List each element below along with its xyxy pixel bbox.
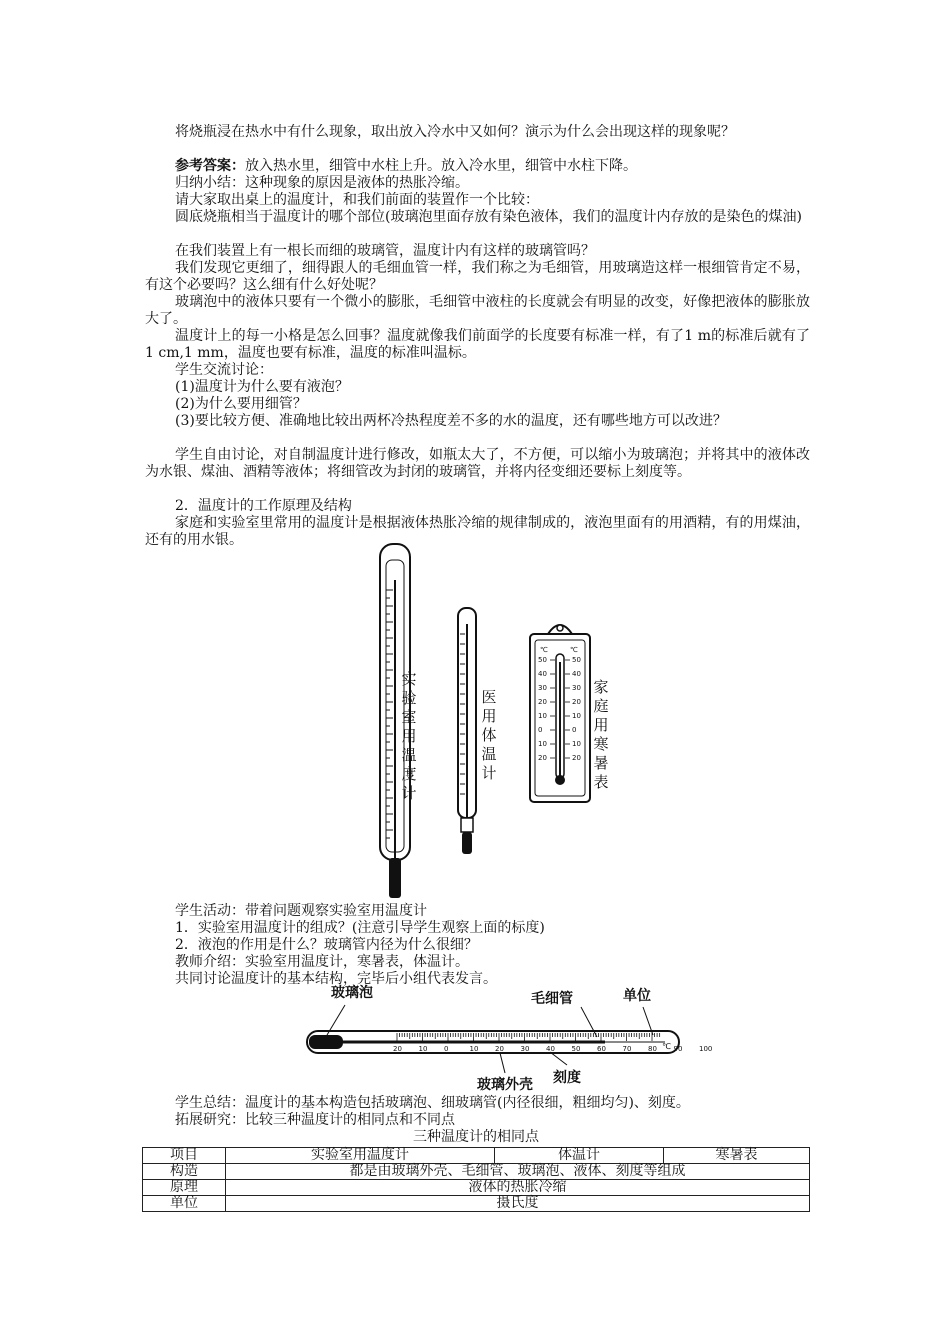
- table-header-row: [143, 1148, 810, 1164]
- lab-thermometer-label: 实验室用温度计: [401, 670, 417, 802]
- household-scale-left-number: 40: [538, 670, 547, 678]
- structure-scale-number: 30: [520, 1045, 530, 1053]
- household-scale-left-number: 50: [538, 656, 547, 664]
- structure-scale-number: 10: [418, 1045, 428, 1053]
- structure-scale-number: 90: [673, 1045, 683, 1053]
- household-scale-left-number: 0: [538, 726, 543, 734]
- row-label: 原理: [143, 1180, 226, 1196]
- thermometers-figure: [360, 540, 620, 905]
- paragraph-free-discussion: 学生自由讨论，对自制温度计进行修改，如瓶太大了，不方便，可以缩小为玻璃泡；并将其中的液体改为水银、煤油、酒精等液体；将细管改为封闭的玻璃管，并将内径变细还要标上刻度等。: [145, 447, 810, 480]
- thermometer-structure-figure: [305, 985, 713, 1093]
- paragraph-capillary: 我们发现它更细了，细得跟人的毛细血管一样，我们称之为毛细管，用玻璃造这样一根细管肯定不易，有这个必要吗？这么细有什么好处呢？: [145, 260, 810, 293]
- household-scale-right-number: 10: [572, 712, 581, 720]
- activity-question-2: 2．液泡的作用是什么？玻璃管内径为什么很细？: [175, 937, 478, 953]
- row-label: 构造: [143, 1164, 226, 1180]
- household-celsius-right: ℃: [570, 646, 578, 654]
- household-thermometer-label: 家庭用寒暑表: [593, 678, 609, 791]
- header-lab: 实验室用温度计: [226, 1148, 495, 1164]
- household-scale-left-number: 10: [538, 712, 547, 720]
- table-row: [143, 1180, 810, 1196]
- household-scale-right-number: 0: [572, 726, 577, 734]
- paragraph-discussion: 学生交流讨论：: [175, 362, 273, 378]
- comparison-table: [142, 1147, 810, 1212]
- bulb-label: 玻璃泡: [331, 985, 373, 1001]
- paragraph-expansion: 玻璃泡中的液体只要有一个微小的膨胀，毛细管中液柱的长度就会有明显的改变，好像把液体的膨胀放大了。: [145, 294, 810, 327]
- capillary-label: 毛细管: [531, 991, 573, 1007]
- activity-question-1: 1．实验室用温度计的组成？(注意引导学生观察上面的标度): [175, 920, 545, 936]
- row-value: 都是由玻璃外壳、毛细管、玻璃泡、液体、刻度等组成: [226, 1164, 810, 1180]
- household-scale-left-number: 20: [538, 698, 547, 706]
- paragraph-tube: 在我们装置上有一根长而细的玻璃管，温度计内有这样的玻璃管吗？: [175, 243, 595, 259]
- paragraph-compare: 请大家取出桌上的温度计，和我们前面的装置作一个比较：: [175, 192, 539, 208]
- structure-scale-number: 10: [469, 1045, 479, 1053]
- structure-scale-number: 20: [495, 1045, 504, 1053]
- paragraph-flask: 圆底烧瓶相当于温度计的哪个部位(玻璃泡里面存放有染色液体，我们的温度计内存放的是染色的煤油): [175, 209, 802, 225]
- answer-text: 放入热水里，细管中水柱上升。放入冷水里，细管中水柱下降。: [245, 158, 637, 174]
- structure-scale-number: 70: [622, 1045, 632, 1053]
- household-thermometer-drawing: [528, 618, 592, 808]
- paragraph-answer: [145, 158, 810, 175]
- structure-scale-number: 40: [546, 1045, 555, 1053]
- paragraph-question: 将烧瓶浸在热水中有什么现象，取出放入冷水中又如何？演示为什么会出现这样的现象呢？: [175, 124, 735, 140]
- table-caption: 三种温度计的相同点: [413, 1129, 539, 1145]
- section-heading: 2．温度计的工作原理及结构: [175, 498, 352, 514]
- row-label: 单位: [143, 1196, 226, 1212]
- structure-scale-number: 50: [571, 1045, 581, 1053]
- paragraph-summary: 归纳小结：这种现象的原因是液体的热胀冷缩。: [175, 175, 469, 191]
- structure-scale-number: 80: [648, 1045, 657, 1053]
- household-celsius-left: ℃: [540, 646, 548, 654]
- teacher-intro: 教师介绍：实验室用温度计，寒暑表，体温计。: [175, 954, 469, 970]
- structure-scale-number: 0: [444, 1045, 449, 1053]
- shell-label: 玻璃外壳: [477, 1077, 533, 1093]
- question-2: (2)为什么要用细管？: [175, 396, 307, 412]
- table-row: [143, 1164, 810, 1180]
- household-scale-left-number: 10: [538, 740, 547, 748]
- structure-scale-number: 60: [597, 1045, 606, 1053]
- extension-research: 拓展研究：比较三种温度计的相同点和不同点: [175, 1112, 455, 1128]
- table-row: [143, 1196, 810, 1212]
- group-discussion: 共同讨论温度计的基本结构，完毕后小组代表发言。: [175, 971, 497, 987]
- row-value: 液体的热胀冷缩: [226, 1180, 810, 1196]
- household-scale-right-number: 20: [572, 754, 581, 762]
- structure-unit-symbol: ℃: [662, 1042, 671, 1051]
- answer-label: 参考答案：: [175, 158, 245, 174]
- structure-scale-number: 100: [699, 1045, 713, 1053]
- unit-label: 单位: [623, 988, 651, 1004]
- structure-scale-number: 20: [393, 1045, 402, 1053]
- household-scale-right-number: 20: [572, 698, 581, 706]
- scale-label: 刻度: [553, 1070, 581, 1086]
- row-value: 摄氏度: [226, 1196, 810, 1212]
- household-scale-left-number: 30: [538, 684, 547, 692]
- household-scale-right-number: 10: [572, 740, 581, 748]
- header-clinical: 体温计: [495, 1148, 664, 1164]
- activity-intro: 学生活动：带着问题观察实验室用温度计: [175, 903, 427, 919]
- clinical-thermometer-label: 医用体温计: [481, 688, 497, 782]
- household-scale-right-number: 50: [572, 656, 581, 664]
- header-item: 项目: [143, 1148, 226, 1164]
- paragraph-scale: 温度计上的每一小格是怎么回事？温度就像我们前面学的长度要有标准一样，有了1 m的标准后就有了1 cm,1 mm，温度也要有标准，温度的标准叫温标。: [145, 328, 810, 361]
- student-summary: 学生总结：温度计的基本构造包括玻璃泡、细玻璃管(内径很细，粗细均匀)、刻度。: [175, 1095, 690, 1111]
- household-scale-left-number: 20: [538, 754, 547, 762]
- question-3: (3)要比较方便、准确地比较出两杯冷热程度差不多的水的温度，还有哪些地方可以改进？: [175, 413, 727, 429]
- household-scale-right-number: 30: [572, 684, 581, 692]
- household-scale-right-number: 40: [572, 670, 581, 678]
- header-household: 寒暑表: [664, 1148, 810, 1164]
- question-1: (1)温度计为什么要有液泡？: [175, 379, 349, 395]
- paragraph-principle: 家庭和实验室里常用的温度计是根据液体热胀冷缩的规律制成的，液泡里面有的用酒精，有的用煤油，还有的用水银。: [145, 515, 810, 548]
